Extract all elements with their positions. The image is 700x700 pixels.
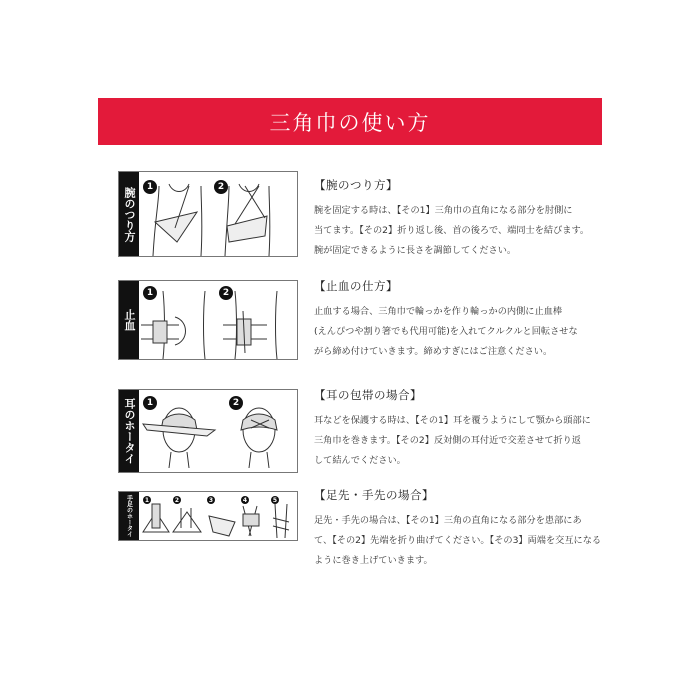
step-number-badge: 1 [144, 496, 150, 504]
step-number-badge: 1 [143, 286, 157, 300]
illustration-ear-bandage [118, 389, 298, 473]
section-text: 耳などを保護する時は、【その1】耳を覆うようにして顎から頭部に 三角巾を巻きます。【その2】反対側の耳付近で交差させて折り返 して結んでください。 [314, 415, 591, 466]
step-number-badge: 2 [229, 396, 243, 410]
section-heading: 【腕のつり方】 [314, 178, 398, 192]
step-number-badge: 2 [174, 496, 180, 504]
description-hand-foot-bandage [314, 487, 604, 571]
section-text: 腕を固定する時は、【その1】三角巾の直角になる部分を肘側に 当てます。【その2】折り返し後、首の後ろで、端同士を結びます。 腕が固定できるように長さを調節してください。 [314, 205, 590, 256]
arm-sling-drawing [119, 172, 298, 257]
illustration-hand-foot-bandage [118, 491, 298, 541]
step-number-badge: 2 [214, 180, 228, 194]
section-label: 止血 [119, 281, 139, 359]
section-label: 手足のホータイ [119, 492, 139, 540]
section-text: 止血する場合、三角巾で輪っかを作り輪っかの内側に止血棒 (えんぴつや割り箸でも代用可能)を入れてクルクルと回転させな がら締め付けていきます。締めすぎにはご注意ください。 [314, 306, 578, 357]
step-number-badge: 1 [143, 180, 157, 194]
section-heading: 【耳の包帯の場合】 [314, 388, 422, 402]
illustration-tourniquet [118, 280, 298, 360]
description-tourniquet [314, 278, 604, 362]
hand-foot-bandage-drawing [119, 492, 298, 541]
illustration-arm-sling [118, 171, 298, 257]
description-arm-sling [314, 177, 604, 261]
step-number-badge: 1 [143, 396, 157, 410]
title-banner [98, 98, 602, 145]
section-text: 足先・手先の場合は、【その1】三角の直角になる部分を患部にあ て、【その2】先端を折り曲げてください。【その3】両端を交互になる ように巻き上げていきます。 [314, 515, 602, 566]
section-label: 腕のつり方 [119, 172, 139, 256]
description-ear-bandage [314, 387, 604, 471]
step-number-badge: 5 [272, 496, 278, 504]
ear-bandage-drawing [119, 390, 298, 473]
step-number-badge: 3 [208, 496, 214, 504]
section-heading: 【止血の仕方】 [314, 279, 398, 293]
section-heading: 【足先・手先の場合】 [314, 488, 434, 502]
step-number-badge: 4 [242, 496, 248, 504]
section-label: 耳のホータイ [119, 390, 139, 472]
step-number-badge: 2 [219, 286, 233, 300]
page-title: 三角巾の使い方 [269, 110, 431, 135]
tourniquet-drawing [119, 281, 298, 360]
